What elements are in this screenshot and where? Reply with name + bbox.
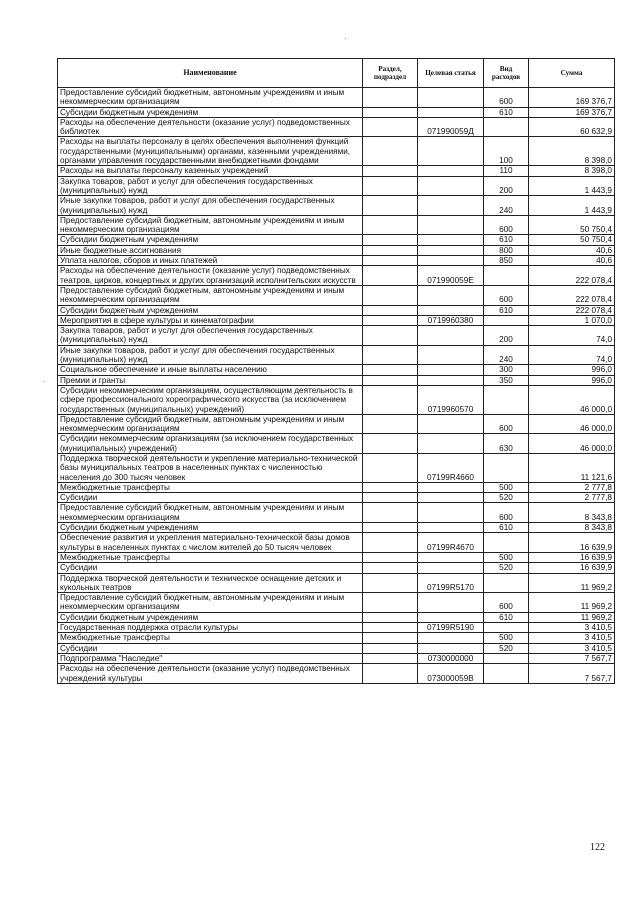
cell-type: 610 [484, 612, 529, 622]
cell-article [418, 612, 484, 622]
cell-article [418, 434, 484, 454]
cell-name: Государственная поддержка отрасли культуры [58, 623, 363, 633]
cell-article [418, 256, 484, 266]
table-row [58, 285, 615, 305]
cell-sum: 50 750,4 [529, 215, 615, 235]
header-type: Вид расходов [484, 59, 529, 88]
cell-article: 073000059В [418, 664, 484, 684]
cell-sum: 40,6 [529, 245, 615, 255]
table-row [58, 612, 615, 622]
cell-article: 07199R5190 [418, 623, 484, 633]
cell-section [363, 482, 418, 492]
table-row [58, 643, 615, 653]
cell-section [363, 434, 418, 454]
cell-type: 520 [484, 643, 529, 653]
cell-article [418, 365, 484, 375]
cell-sum: 11 969,2 [529, 573, 615, 593]
cell-type: 100 [484, 137, 529, 166]
cell-type: 610 [484, 107, 529, 117]
cell-name: Субсидии бюджетным учреждениям [58, 612, 363, 622]
cell-article [418, 107, 484, 117]
cell-article [418, 414, 484, 434]
cell-sum: 3 410,5 [529, 643, 615, 653]
cell-article: 0730000000 [418, 653, 484, 663]
cell-article [418, 563, 484, 573]
cell-type: 610 [484, 305, 529, 315]
table-row [58, 305, 615, 315]
table-row [58, 326, 615, 346]
table-body [58, 88, 615, 684]
cell-name: Уплата налогов, сборов и иных платежей [58, 256, 363, 266]
cell-sum: 8 343,8 [529, 503, 615, 523]
cell-section [363, 623, 418, 633]
cell-type: 630 [484, 434, 529, 454]
cell-article [418, 166, 484, 176]
table-row [58, 623, 615, 633]
cell-name: Мероприятия в сфере культуры и кинематографии [58, 315, 363, 325]
cell-sum: 222 078,4 [529, 285, 615, 305]
table-row [58, 256, 615, 266]
cell-sum: 2 777,8 [529, 493, 615, 503]
cell-name: Закупка товаров, работ и услуг для обеспечения государственных (муниципальных) нужд [58, 176, 363, 196]
cell-sum: 74,0 [529, 326, 615, 346]
cell-sum: 169 376,7 [529, 88, 615, 108]
table-row [58, 117, 615, 137]
cell-name: Предоставление субсидий бюджетным, автономным учреждениям и иным некоммерческим организациям [58, 88, 363, 108]
cell-sum: 16 639,9 [529, 563, 615, 573]
cell-section [363, 493, 418, 503]
table-row [58, 345, 615, 365]
cell-section [363, 664, 418, 684]
cell-name: Расходы на выплаты персоналу в целях обеспечения выполнения функций государственными (муниципальными) органами, казенными учреждениями, органами управления государственными внебюджетными фондами [58, 137, 363, 166]
cell-article: 071990059Е [418, 266, 484, 286]
cell-name: Субсидии бюджетным учреждениям [58, 523, 363, 533]
cell-section [363, 633, 418, 643]
cell-sum: 8 398,0 [529, 166, 615, 176]
cell-sum: 50 750,4 [529, 235, 615, 245]
cell-name: Субсидии [58, 493, 363, 503]
cell-name: Субсидии некоммерческим организациям (за исключением государственных (муниципальных) учреждений) [58, 434, 363, 454]
cell-article [418, 643, 484, 653]
cell-section [363, 315, 418, 325]
cell-section [363, 643, 418, 653]
cell-name: Расходы на обеспечение деятельности (оказание услуг) подведомственных театров, цирков, концертных и других организаций исполнительских искусств [58, 266, 363, 286]
cell-type [484, 315, 529, 325]
table-row [58, 523, 615, 533]
cell-article [418, 285, 484, 305]
cell-section [363, 107, 418, 117]
table-row [58, 633, 615, 643]
cell-section [363, 88, 418, 108]
cell-section [363, 552, 418, 562]
cell-type: 520 [484, 493, 529, 503]
cell-sum: 2 777,8 [529, 482, 615, 492]
table-row [58, 196, 615, 216]
cell-name: Субсидии [58, 563, 363, 573]
cell-type [484, 117, 529, 137]
cell-type: 240 [484, 345, 529, 365]
cell-section [363, 593, 418, 613]
cell-section [363, 326, 418, 346]
cell-section [363, 573, 418, 593]
cell-section [363, 563, 418, 573]
table-row [58, 434, 615, 454]
page-number: 122 [590, 842, 605, 853]
cell-name: Премии и гранты [58, 375, 363, 385]
cell-section [363, 117, 418, 137]
cell-sum: 222 078,4 [529, 305, 615, 315]
cell-type: 600 [484, 593, 529, 613]
cell-article: 07199R4670 [418, 533, 484, 553]
cell-sum: 1 443,9 [529, 196, 615, 216]
cell-name: Иные закупки товаров, работ и услуг для обеспечения государственных (муниципальных) нужд [58, 345, 363, 365]
cell-type: 600 [484, 88, 529, 108]
cell-name: Расходы на обеспечение деятельности (оказание услуг) подведомственных библиотек [58, 117, 363, 137]
cell-type: 240 [484, 196, 529, 216]
table-row [58, 563, 615, 573]
cell-sum: 16 639,9 [529, 552, 615, 562]
cell-name: Субсидии бюджетным учреждениям [58, 305, 363, 315]
cell-type: 800 [484, 245, 529, 255]
cell-section [363, 235, 418, 245]
cell-name: Закупка товаров, работ и услуг для обеспечения государственных (муниципальных) нужд [58, 326, 363, 346]
cell-article [418, 493, 484, 503]
cell-article [418, 196, 484, 216]
table-row [58, 166, 615, 176]
cell-name: Социальное обеспечение и иные выплаты населению [58, 365, 363, 375]
cell-type [484, 623, 529, 633]
cell-article [418, 593, 484, 613]
cell-article: 07199R4660 [418, 453, 484, 482]
cell-section [363, 215, 418, 235]
cell-section [363, 166, 418, 176]
cell-sum: 46 000,0 [529, 385, 615, 414]
cell-sum: 11 969,2 [529, 593, 615, 613]
cell-name: Межбюджетные трансферты [58, 633, 363, 643]
cell-sum: 1 070,0 [529, 315, 615, 325]
cell-type [484, 385, 529, 414]
cell-name: Расходы на обеспечение деятельности (оказание услуг) подведомственных учреждений культуры [58, 664, 363, 684]
scan-speck [345, 38, 346, 39]
cell-type: 610 [484, 235, 529, 245]
cell-section [363, 245, 418, 255]
cell-section [363, 453, 418, 482]
cell-section [363, 305, 418, 315]
table-row [58, 245, 615, 255]
cell-type: 610 [484, 523, 529, 533]
cell-section [363, 503, 418, 523]
cell-type: 350 [484, 375, 529, 385]
cell-section [363, 285, 418, 305]
table-row [58, 375, 615, 385]
cell-sum: 46 000,0 [529, 414, 615, 434]
cell-name: Предоставление субсидий бюджетным, автономным учреждениям и иным некоммерческим организациям [58, 285, 363, 305]
cell-sum: 11 121,6 [529, 453, 615, 482]
table-row [58, 315, 615, 325]
cell-section [363, 375, 418, 385]
cell-section [363, 345, 418, 365]
cell-sum: 222 078,4 [529, 266, 615, 286]
cell-article [418, 326, 484, 346]
cell-type: 520 [484, 563, 529, 573]
cell-article: 0719960380 [418, 315, 484, 325]
cell-article [418, 176, 484, 196]
cell-article: 0719960570 [418, 385, 484, 414]
table-row [58, 266, 615, 286]
cell-type: 200 [484, 176, 529, 196]
cell-section [363, 196, 418, 216]
table-row [58, 385, 615, 414]
header-sum: Сумма [529, 59, 615, 88]
cell-type [484, 573, 529, 593]
cell-type: 500 [484, 552, 529, 562]
cell-sum: 1 443,9 [529, 176, 615, 196]
table-row [58, 453, 615, 482]
cell-article [418, 523, 484, 533]
table-row [58, 88, 615, 108]
cell-sum: 3 410,5 [529, 633, 615, 643]
cell-type [484, 653, 529, 663]
cell-name: Поддержка творческой деятельности и техническое оснащение детских и кукольных театров [58, 573, 363, 593]
cell-name: Субсидии бюджетным учреждениям [58, 107, 363, 117]
cell-name: Обеспечение развития и укрепления материально-технической базы домов культуры в населенных пунктах с числом жителей до 50 тысяч человек [58, 533, 363, 553]
cell-section [363, 533, 418, 553]
cell-name: Расходы на выплаты персоналу казенных учреждений [58, 166, 363, 176]
cell-section [363, 256, 418, 266]
cell-name: Межбюджетные трансферты [58, 482, 363, 492]
table-row [58, 593, 615, 613]
header-article: Целевая статья [418, 59, 484, 88]
table-row [58, 365, 615, 375]
cell-article [418, 503, 484, 523]
cell-name: Субсидии [58, 643, 363, 653]
cell-article [418, 137, 484, 166]
cell-article [418, 482, 484, 492]
cell-sum: 3 410,5 [529, 623, 615, 633]
cell-name: Субсидии некоммерческим организациям, осуществляющим деятельность в сфере профессионального хореографического искусства (за исключением государственных (муниципальных) учреждений) [58, 385, 363, 414]
cell-name: Межбюджетные трансферты [58, 552, 363, 562]
cell-type: 600 [484, 215, 529, 235]
cell-article [418, 215, 484, 235]
cell-section [363, 612, 418, 622]
cell-name: Поддержка творческой деятельности и укрепление материально-технической базы муниципальных театров в населенных пунктах с численностью населения до 300 тысяч человек [58, 453, 363, 482]
table-row [58, 215, 615, 235]
cell-article [418, 88, 484, 108]
scan-speck [44, 381, 45, 382]
cell-sum: 74,0 [529, 345, 615, 365]
cell-section [363, 137, 418, 166]
cell-sum: 7 567,7 [529, 664, 615, 684]
cell-type [484, 266, 529, 286]
table-row [58, 503, 615, 523]
table-header [58, 59, 615, 88]
cell-type: 300 [484, 365, 529, 375]
cell-sum: 8 398,0 [529, 137, 615, 166]
cell-name: Иные бюджетные ассигнования [58, 245, 363, 255]
table-row [58, 107, 615, 117]
cell-article [418, 552, 484, 562]
cell-name: Подпрограмма "Наследие" [58, 653, 363, 663]
cell-type: 200 [484, 326, 529, 346]
cell-sum: 40,6 [529, 256, 615, 266]
cell-article [418, 633, 484, 643]
cell-sum: 60 632,9 [529, 117, 615, 137]
cell-section [363, 523, 418, 533]
cell-type: 110 [484, 166, 529, 176]
cell-article [418, 375, 484, 385]
table-row [58, 137, 615, 166]
table-row [58, 235, 615, 245]
cell-sum: 996,0 [529, 375, 615, 385]
cell-article [418, 235, 484, 245]
cell-sum: 8 343,8 [529, 523, 615, 533]
cell-section [363, 653, 418, 663]
cell-article [418, 245, 484, 255]
table-row [58, 573, 615, 593]
cell-article: 071990059Д [418, 117, 484, 137]
cell-sum: 169 376,7 [529, 107, 615, 117]
cell-type [484, 453, 529, 482]
header-name: Наименование [58, 59, 363, 88]
cell-type: 500 [484, 633, 529, 643]
cell-sum: 7 567,7 [529, 653, 615, 663]
cell-section [363, 176, 418, 196]
cell-section [363, 385, 418, 414]
cell-type: 600 [484, 414, 529, 434]
cell-section [363, 414, 418, 434]
cell-type: 850 [484, 256, 529, 266]
cell-type: 600 [484, 503, 529, 523]
cell-article [418, 345, 484, 365]
cell-name: Предоставление субсидий бюджетным, автономным учреждениям и иным некоммерческим организациям [58, 414, 363, 434]
table-row [58, 414, 615, 434]
cell-sum: 16 639,9 [529, 533, 615, 553]
cell-sum: 11 969,2 [529, 612, 615, 622]
cell-article [418, 305, 484, 315]
cell-type: 600 [484, 285, 529, 305]
cell-section [363, 266, 418, 286]
cell-type [484, 664, 529, 684]
table-row [58, 533, 615, 553]
cell-type [484, 533, 529, 553]
cell-name: Предоставление субсидий бюджетным, автономным учреждениям и иным некоммерческим организациям [58, 503, 363, 523]
cell-name: Предоставление субсидий бюджетным, автономным учреждениям и иным некоммерческим организациям [58, 215, 363, 235]
table-row [58, 664, 615, 684]
cell-sum: 996,0 [529, 365, 615, 375]
cell-article: 07199R5170 [418, 573, 484, 593]
table-row [58, 653, 615, 663]
header-section: Раздел, подраздел [363, 59, 418, 88]
cell-name: Предоставление субсидий бюджетным, автономным учреждениям и иным некоммерческим организациям [58, 593, 363, 613]
table-row [58, 176, 615, 196]
cell-type: 500 [484, 482, 529, 492]
cell-section [363, 365, 418, 375]
table-row [58, 552, 615, 562]
table-row [58, 493, 615, 503]
budget-table [57, 58, 615, 684]
cell-name: Иные закупки товаров, работ и услуг для обеспечения государственных (муниципальных) нужд [58, 196, 363, 216]
cell-sum: 46 000,0 [529, 434, 615, 454]
cell-name: Субсидии бюджетным учреждениям [58, 235, 363, 245]
table-row [58, 482, 615, 492]
